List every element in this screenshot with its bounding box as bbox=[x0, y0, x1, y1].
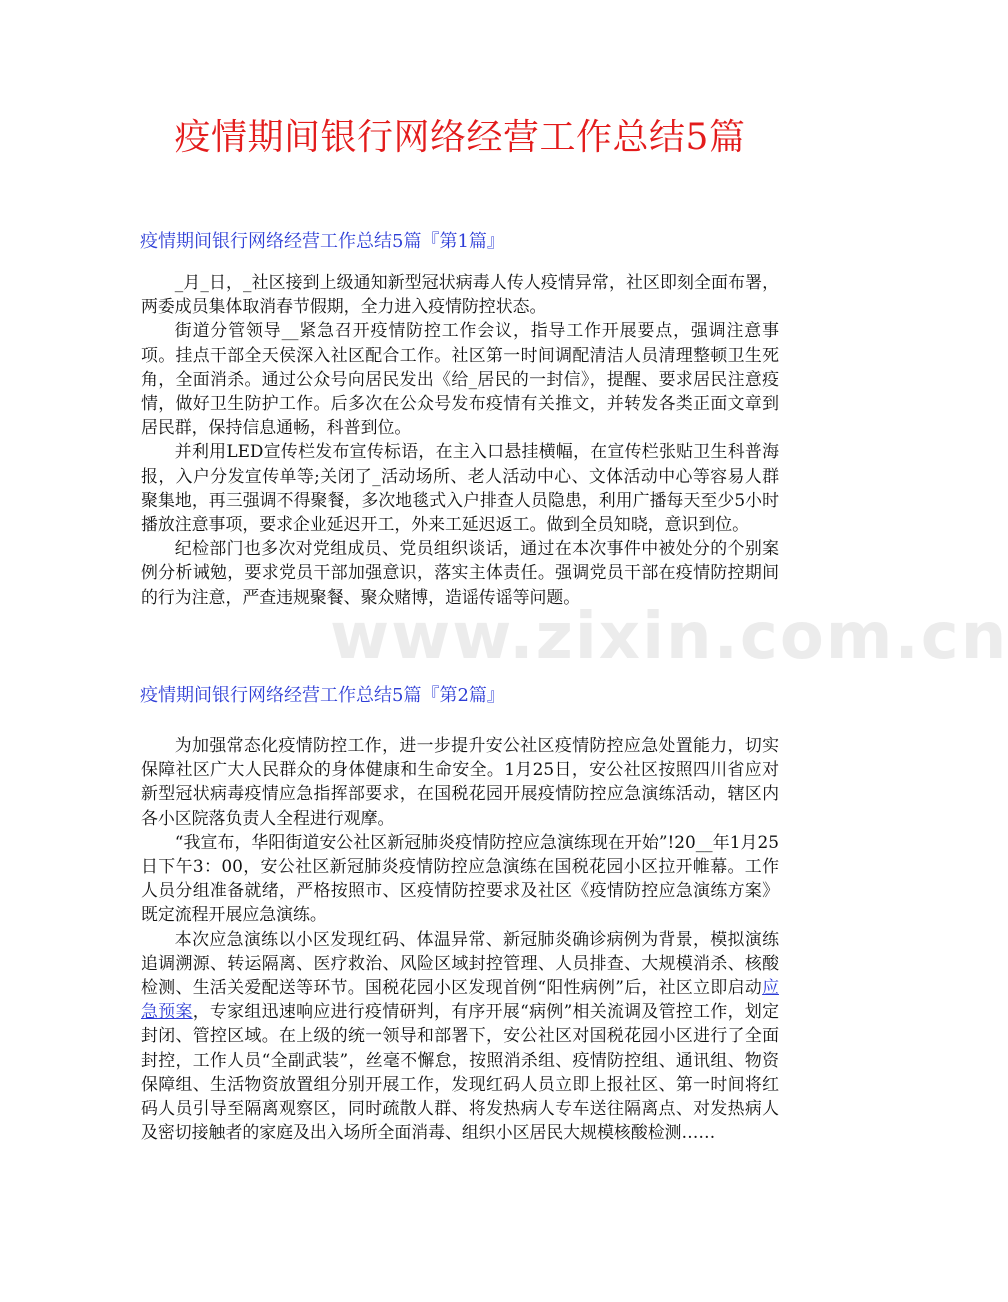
paragraph: “我宣布，华阳街道安公社区新冠肺炎疫情防控应急演练现在开始”!20__年1月25日下午3：00，安公社区新冠肺炎疫情防控应急演练在国税花园小区拉开帷幕。工作人员分组准备就绪，严格按照市、区疫情防控要求及社区《疫情防控应急演练方案》既定流程开展应急演练。 bbox=[141, 831, 779, 925]
paragraph: _月_日，_社区接到上级通知新型冠状病毒人传人疫情异常，社区即刻全面布署，两委成员集体取消春节假期，全力进入疫情防控状态。 bbox=[141, 272, 779, 317]
document-title: 疫情期间银行网络经营工作总结5篇 bbox=[174, 117, 746, 158]
section-heading-1: 疫情期间银行网络经营工作总结5篇『第1篇』 bbox=[140, 231, 505, 252]
paragraph-text: ，专家组迅速响应进行疫情研判，有序开展“病例”相关流调及管控工作，划定封闭、管控区域。在上级的统一领导和部署下，安公社区对国税花园小区进行了全面封控，工作人员“全副武装”，丝毫不懈怠，按照消杀组、疫情防控组、通讯组、物资保障组、生活物资放置组分别开展工作，发现红码人员立即上报社区、第一时间将红码人员引导至隔离观察区，同时疏散人群、将发热病人专车送往隔离点、对发热病人及密切接触者的家庭及出入场所全面消毒、组织小区居民大规模核酸检测…… bbox=[141, 1001, 779, 1143]
paragraph-text: 本次应急演练以小区发现红码、体温异常、新冠肺炎确诊病例为背景，模拟演练追调溯源、转运隔离、医疗救治、风险区域封控管理、人员排查、大规模消杀、核酸检测、生活关爱配送等环节。国税花园小区发现首例“阳性病例”后，社区立即启动 bbox=[141, 928, 779, 998]
paragraph bbox=[141, 927, 779, 1145]
paragraph: 街道分管领导__紧急召开疫情防控工作会议，指导工作开展要点，强调注意事项。挂点干部全天侯深入社区配合工作。社区第一时间调配清洁人员清理整顿卫生死角，全面消杀。通过公众号向居民发出《给_居民的一封信》，提醒、要求居民注意疫情，做好卫生防护工作。后多次在公众号发布疫情有关推文，并转发各类正面文章到居民群，保持信息通畅，科普到位。 bbox=[141, 320, 779, 438]
paragraph: 纪检部门也多次对党组成员、党员组织谈话，通过在本次事件中被处分的个别案例分析诫勉，要求党员干部加强意识，落实主体责任。强调党员干部在疫情防控期间的行为注意，严查违规聚餐、聚众赌博，造谣传谣等问题。 bbox=[141, 538, 779, 607]
section-body-2 bbox=[141, 733, 779, 1144]
paragraph: 为加强常态化疫情防控工作，进一步提升安公社区疫情防控应急处置能力，切实保障社区广大人民群众的身体健康和生命安全。1月25日，安公社区按照四川省应对新型冠状病毒疫情应急指挥部要求，在国税花园开展疫情防控应急演练活动，辖区内各小区院落负责人全程进行观摩。 bbox=[141, 735, 779, 828]
section-heading-2: 疫情期间银行网络经营工作总结5篇『第2篇』 bbox=[140, 685, 505, 706]
paragraph: 并利用LED宣传栏发布宣传标语，在主入口悬挂横幅，在宣传栏张贴卫生科普海报，入户分发宣传单等;关闭了_活动场所、老人活动中心、文体活动中心等容易人群聚集地，再三强调不得聚餐，多次地毯式入户排查人员隐患，利用广播每天至少5小时播放注意事项，要求企业延迟开工，外来工延迟返工。做到全员知晓，意识到位。 bbox=[141, 441, 779, 535]
emergency-plan-link[interactable]: 应急预案 bbox=[141, 977, 779, 1022]
section-body-1 bbox=[141, 270, 779, 609]
watermark: www.zixin.com.cn bbox=[330, 600, 1008, 674]
